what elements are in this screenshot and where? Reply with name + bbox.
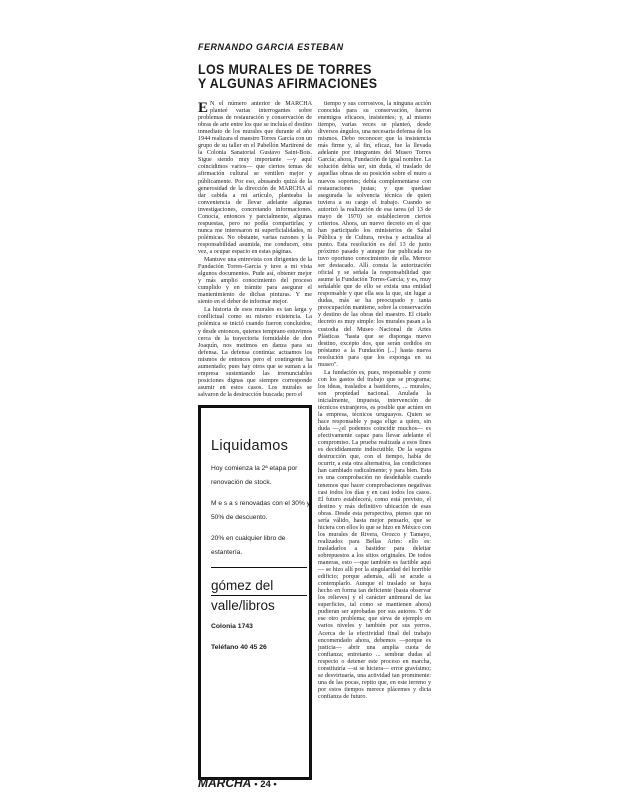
article-paragraph: tiempo y sus corrosivos, la ninguna acción conocida para su conservación, fueron enemigos eficaces, insistentes; y, al mismo tiempo, varias veces se planteó, desde diversos ángulos, una necesaria defensa de los mismos. Debo reconocer que la insistencia más firme y, al fin, eficaz, fue la llevada adelante por integrantes del Museo Torres García; ahora, Fundación de igual nombre. La solución debía ser, sin duda, el traslado de aquellas obras de su posición sobre el muro a nuevos soportes; debía complementarse con restauraciones justas; y que quedase asegurada la solvencia técnica de quien tuviera a su cargo el trabajo. Cuando se autorizó la realización de esa tarea (el 13 de mayo de 1970) se establecieron ciertos criterios. Ahora, un nuevo decreto en el que han participado los ministerios de Salud Pública y de Cultura, revisa y actualiza al punto. Esta resolución es del 13 de junio próximo pasado y aunque fue publicada no tuvo oportuno conocimiento de ella. Merece ser destacado. Allí consta la autorización oficial y se señala la responsabilidad que asume la Fundación Torres-García; y es, muy señalable que de ello se exista una entidad responsable y que ella sea la que, sin lugar a dudas, más se ha preocupado y tanta preocupación mantiene, sobre la conservación y destino de las obras del maestro. El citado decreto es muy simple: los murales pasan a la custodia del Museo Nacional de Artes Plásticas "hasta que se disponga nuevo destino, excepto dos, que serán cedidos en préstamo a la Fundación [...] hasta nueva resolución para que los exponga en su museo". xyxy=(318,101,431,368)
ad-divider xyxy=(211,595,307,596)
ad-divider xyxy=(211,567,307,568)
drop-cap: E xyxy=(198,100,209,116)
article-paragraph: E N el número anterior de MARCHA planteé varias interrogantes sobre problemas de restauración y conservación de obras de arte entre los que se incluía el destino inmediato de los murales que durante el año 1944 realizara el maestro Torres García con un grupo de su taller en el Pabellón Martirené de la Colonia Sanatorial Gustavo Saint-Bois. Sigue siendo muy importante —y aquí coincidimos varios— que ciertos temas de afirmación cultural se ventilen mejor y públicamente. Por eso, abusando quizá de la generosidad de la dirección de MARCHA al dar cabida a mi artículo, planteaba la conveniencia de llevar adelante algunas investigaciones, concretando informaciones. Conocía, entonces y parcialmente, algunas respuestas, pero no podía compartirlas; y nunca me interesaron ni superficialidades, ni polémicas. No obstante, varias razones y la responsabilidad asumida, me conducen, otra vez, a ocupar espacio en estas páginas. xyxy=(198,100,313,255)
ad-brand-line-1: gómez del xyxy=(211,578,274,593)
ad-text-discount: M e s a s renovadas con el 30% y 50% de descuento. xyxy=(211,500,310,521)
ad-brand-line-2: valle/libros xyxy=(211,598,275,613)
publication-name: MARCHA xyxy=(198,776,251,790)
ad-text-stage: Hoy comienza la 2ª etapa por renovación de stock. xyxy=(211,465,298,486)
article-paragraph: La fundación es, pues, responsable y corre con los gastos del trabajo que se programa; los ideas, traslados a bastidores, ... murales, son propiedad nacional. Anulada la inicialmente, impuesta, intervención de técnicos extranjeros, es posible que actúen en la empresa, técnicos uruguayos. Quien se hace responsable y paga elige a quien, sin duda —¿el podemos coincidir muchos— es efectivamente capaz para llevar adelante el compromiso. La prueba realizada a esos fines es decididamente indiscutible. De la segura destrucción que, con el tiempo, había de ocurrir, a esta otra alternativa, las condiciones han cambiado radicalmente; y para bien. Esta es una comprobación no desdeñable cuando tenemos que hacer comprobaciones negativas casi todos los días y en casi todos los casos. El futuro establecerá, como está previsto, el destino y más definitivo ubicación de esas obras. Desde esta perspectiva, pienso que no sería válido, hasta mejor pensarlo, que se hiciera con ellos lo que se hizo en México con los murales de Rivera, Orozco y Tamayo, realizados para Bellas Artes: ello es: trasladarlos a bastidor para deleitar sobrepuestos a los sitios originales. De todos maneras, esto —que también es factible aquí— se hizo allí por la singularidad del horrible edificio; porque además, allí se acude a contemplarlo. Aunque el traslado se haya hecho en forma tan deficiente (basta observar los relieves) y el carácter antimural de las superficies, tal como se mantienen ahora) pudieran ser aprobadas por sus autores. Y de ese otro problema; que sirva de ejemplo en varios niveles y también por sus yerros. Acerca de la efectividad final del trabajo encomendado ahora, debemos —porque es justicia— abrir una amplia cuota de confianza; entretanto ... sembrar dudas al respecto o detener este proceso en marcha, constituiría —si se hiciera— error gravísimo; se desvirtuaría, una actividad tan prominente: una de las pocas, repito que, en este terreno y por estos tiempos merece plácemes y dicta confianza de futuro. xyxy=(318,369,431,700)
article-column-2 xyxy=(318,101,431,806)
page-number: • 24 • xyxy=(254,779,277,790)
article-column-1 xyxy=(198,100,313,398)
ad-text-books: 20% en cualquier libro de estantería. xyxy=(211,535,286,556)
article-paragraph: La historia de esos murales es tan larga y conflictual como su mismo existencia. La polémica se inició cuando fueron concluidos; y desde entonces, quienes temprano estuvimos cerca de la trayectoria formidable de don Joaquín, nos metimos en danza para su defensa. La defensa continúa: actuamos los mismos de entonces pero el contingente ha aumentado; pues hay otros que se suman a la empresa sustentando las irrenunciables posiciones dignas que siempre corresponde asumir en estos casos. Los murales se salvaron de la destrucción buscada; pero el xyxy=(198,307,312,398)
ad-phone: Teléfano 40 45 26 xyxy=(211,644,267,651)
ad-headline: Liquidamos xyxy=(211,438,289,454)
bookstore-advertisement xyxy=(198,405,312,780)
article-title xyxy=(198,63,437,91)
page-footer xyxy=(198,776,277,790)
article-author: FERNANDO GARCIA ESTEBAN xyxy=(198,42,344,52)
article-title-line-1: LOS MURALES DE TORRES xyxy=(198,62,372,77)
ad-address: Colonia 1743 xyxy=(211,623,253,630)
article-paragraph: Mantuve una entrevista con dirigentes de la Fundación Torres-García y tuve a mi vista algunos documentos. Pude así, obtener mejor y más amplio conocimiento del proceso cumplido y en trámite para asegurar el mantenimiento de dichas pinturas. Y me siento en el deber de informar mejor. xyxy=(198,257,312,306)
article-title-line-2: Y ALGUNAS AFIRMACIONES xyxy=(198,76,378,91)
